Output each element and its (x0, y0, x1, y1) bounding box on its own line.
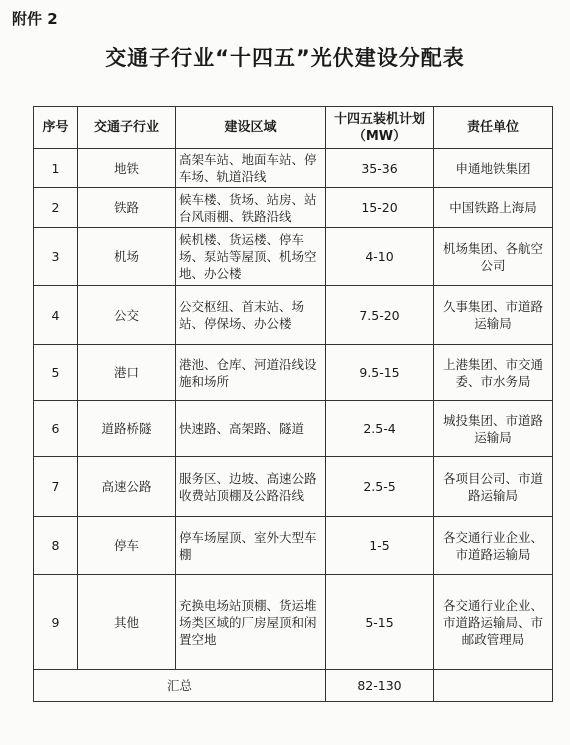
cell-unit: 申通地铁集团 (434, 149, 553, 188)
allocation-table (33, 106, 553, 702)
cell-seq: 6 (34, 401, 78, 457)
cell-capacity: 9.5-15 (326, 345, 434, 401)
cell-seq: 5 (34, 345, 78, 401)
table-row (34, 345, 553, 401)
cell-capacity: 1-5 (326, 517, 434, 575)
cell-sector: 其他 (78, 575, 176, 670)
cell-capacity: 35-36 (326, 149, 434, 188)
cell-seq: 7 (34, 457, 78, 517)
cell-area: 候车楼、货场、站房、站台风雨棚、铁路沿线 (176, 188, 326, 228)
table-row (34, 188, 553, 228)
table-row (34, 517, 553, 575)
total-row (34, 670, 553, 702)
page-title: 交通子行业“十四五”光伏建设分配表 (105, 46, 465, 70)
cell-area: 快速路、高架路、隧道 (176, 401, 326, 457)
table-row (34, 149, 553, 188)
cell-area: 充换电场站顶棚、货运堆场类区域的厂房屋顶和闲置空地 (176, 575, 326, 670)
cell-capacity: 5-15 (326, 575, 434, 670)
header-unit: 责任单位 (434, 107, 553, 149)
cell-seq: 1 (34, 149, 78, 188)
cell-sector: 高速公路 (78, 457, 176, 517)
cell-area: 高架车站、地面车站、停车场、轨道沿线 (176, 149, 326, 188)
total-unit-empty (434, 670, 553, 702)
table-row (34, 401, 553, 457)
cell-seq: 8 (34, 517, 78, 575)
cell-unit: 各项目公司、市道路运输局 (434, 457, 553, 517)
table-row (34, 286, 553, 345)
header-seq: 序号 (34, 107, 78, 149)
table-row (34, 457, 553, 517)
cell-unit: 各交通行业企业、市道路运输局 (434, 517, 553, 575)
table-row (34, 575, 553, 670)
table-row (34, 228, 553, 286)
total-label: 汇总 (34, 670, 326, 702)
cell-seq: 9 (34, 575, 78, 670)
cell-unit: 上港集团、市交通委、市水务局 (434, 345, 553, 401)
cell-sector: 停车 (78, 517, 176, 575)
cell-sector: 港口 (78, 345, 176, 401)
cell-unit: 久事集团、市道路运输局 (434, 286, 553, 345)
cell-sector: 铁路 (78, 188, 176, 228)
cell-area: 港池、仓库、河道沿线设施和场所 (176, 345, 326, 401)
cell-capacity: 2.5-5 (326, 457, 434, 517)
cell-unit: 各交通行业企业、市道路运输局、市邮政管理局 (434, 575, 553, 670)
cell-unit: 城投集团、市道路运输局 (434, 401, 553, 457)
cell-seq: 2 (34, 188, 78, 228)
cell-seq: 3 (34, 228, 78, 286)
cell-sector: 机场 (78, 228, 176, 286)
cell-sector: 道路桥隧 (78, 401, 176, 457)
cell-area: 公交枢纽、首末站、场站、停保场、办公楼 (176, 286, 326, 345)
cell-sector: 公交 (78, 286, 176, 345)
cell-sector: 地铁 (78, 149, 176, 188)
header-area: 建设区域 (176, 107, 326, 149)
cell-seq: 4 (34, 286, 78, 345)
total-capacity: 82-130 (326, 670, 434, 702)
cell-unit: 机场集团、各航空公司 (434, 228, 553, 286)
cell-area: 服务区、边坡、高速公路收费站顶棚及公路沿线 (176, 457, 326, 517)
cell-area: 候机楼、货运楼、停车场、泵站等屋顶、机场空地、办公楼 (176, 228, 326, 286)
cell-capacity: 7.5-20 (326, 286, 434, 345)
cell-unit: 中国铁路上海局 (434, 188, 553, 228)
cell-area: 停车场屋顶、室外大型车棚 (176, 517, 326, 575)
cell-capacity: 2.5-4 (326, 401, 434, 457)
cell-capacity: 4-10 (326, 228, 434, 286)
cell-capacity: 15-20 (326, 188, 434, 228)
header-sector: 交通子行业 (78, 107, 176, 149)
attachment-label: 附件 2 (12, 10, 58, 28)
header-capacity: 十四五装机计划（MW） (326, 107, 434, 149)
table-header-row (34, 107, 553, 149)
